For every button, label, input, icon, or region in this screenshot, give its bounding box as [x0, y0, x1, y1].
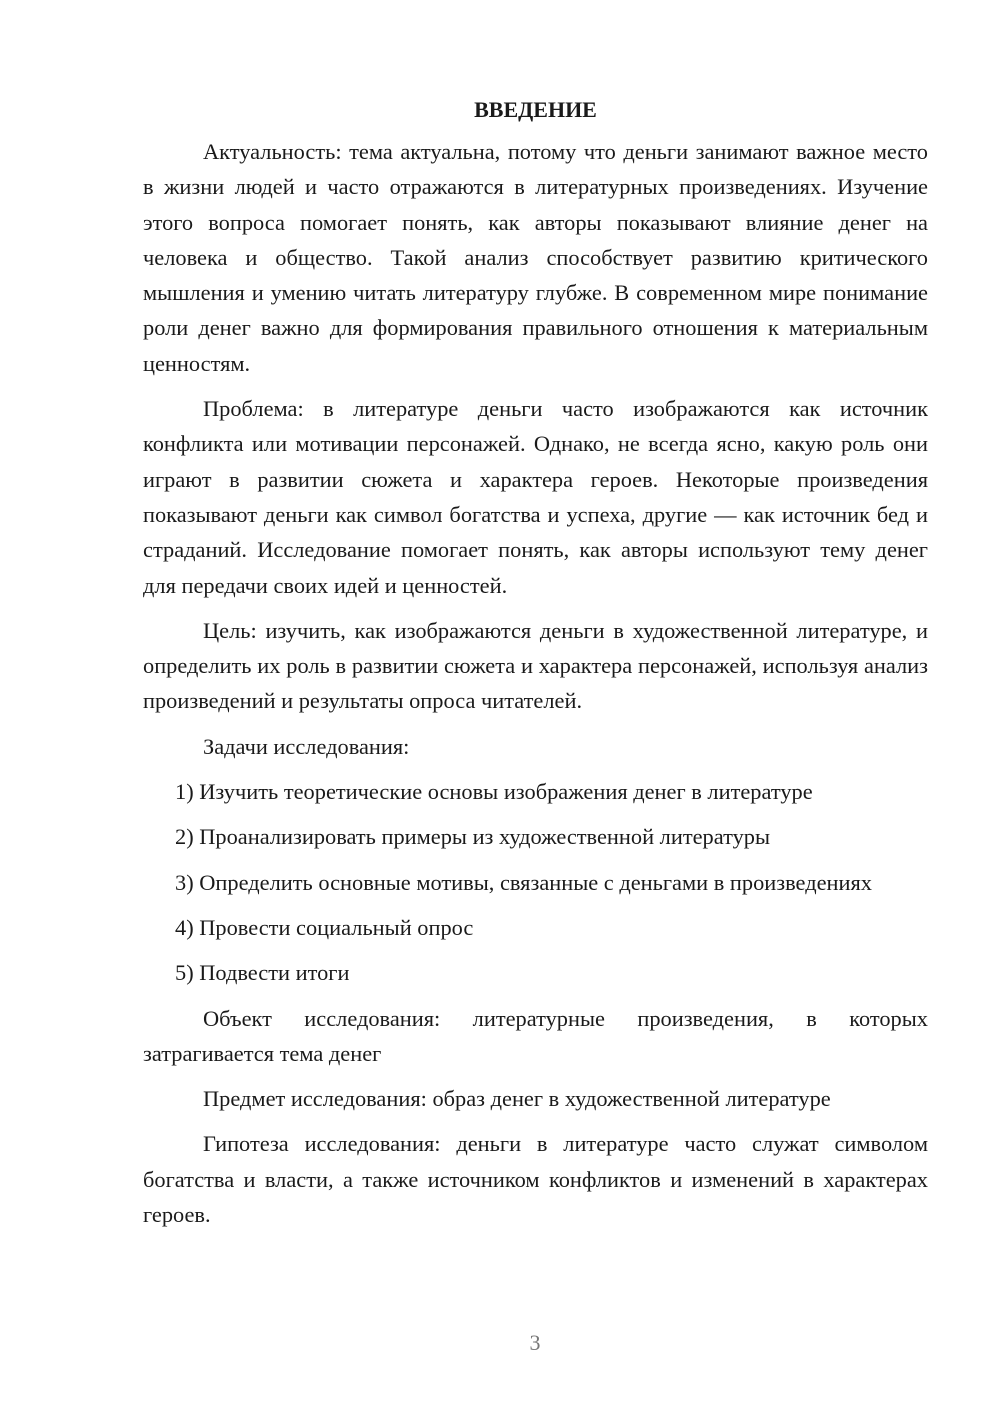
subject-paragraph: Предмет исследования: образ денег в художественной литературе [203, 1086, 831, 1112]
task-item: 4) Провести социальный опрос [175, 914, 474, 940]
document-page [143, 92, 928, 1242]
task-item: 3) Определить основные мотивы, связанные с деньгами в произведениях [175, 869, 872, 895]
relevance-paragraph: Актуальность: тема актуальна, потому что деньги занимают важное место в жизни людей и часто отражаются в литературных произведениях. Изучение этого вопроса помогает понять, как авторы показывают влияние денег на человека и общество. Такой анализ способствует развитию критического мышления и умению читать литературу глубже. В современном мире понимание роли денег важно для формирования правильного отношения к материальным ценностям. [143, 139, 928, 376]
page-number: 3 [529, 1330, 541, 1355]
goal-paragraph: Цель: изучить, как изображаются деньги в художественной литературе, и определить их роль в развитии сюжета и характера персонажей, используя анализ произведений и результаты опроса читателей. [143, 617, 928, 714]
hypothesis-paragraph: Гипотеза исследования: деньги в литературе часто служат символом богатства и власти, а также источником конфликтов и изменений в характерах героев. [143, 1131, 928, 1228]
task-item: 2) Проанализировать примеры из художественной литературы [175, 824, 771, 850]
task-item: 5) Подвести итоги [175, 960, 350, 986]
page-title: ВВЕДЕНИЕ [474, 97, 597, 122]
problem-paragraph: Проблема: в литературе деньги часто изображаются как источник конфликта или мотивации персонажей. Однако, не всегда ясно, какую роль они играют в развитии сюжета и характера героев. Некоторые произведения показывают деньги как символ богатства и успеха, другие — как источник бед и страданий. Исследование помогает понять, как авторы используют тему денег для передачи своих идей и ценностей. [143, 396, 928, 598]
object-paragraph: Объект исследования: литературные произведения, в которых затрагивается тема денег [143, 1005, 928, 1066]
tasks-heading: Задачи исследования: [203, 733, 410, 759]
task-item: 1) Изучить теоретические основы изображения денег в литературе [175, 779, 813, 805]
